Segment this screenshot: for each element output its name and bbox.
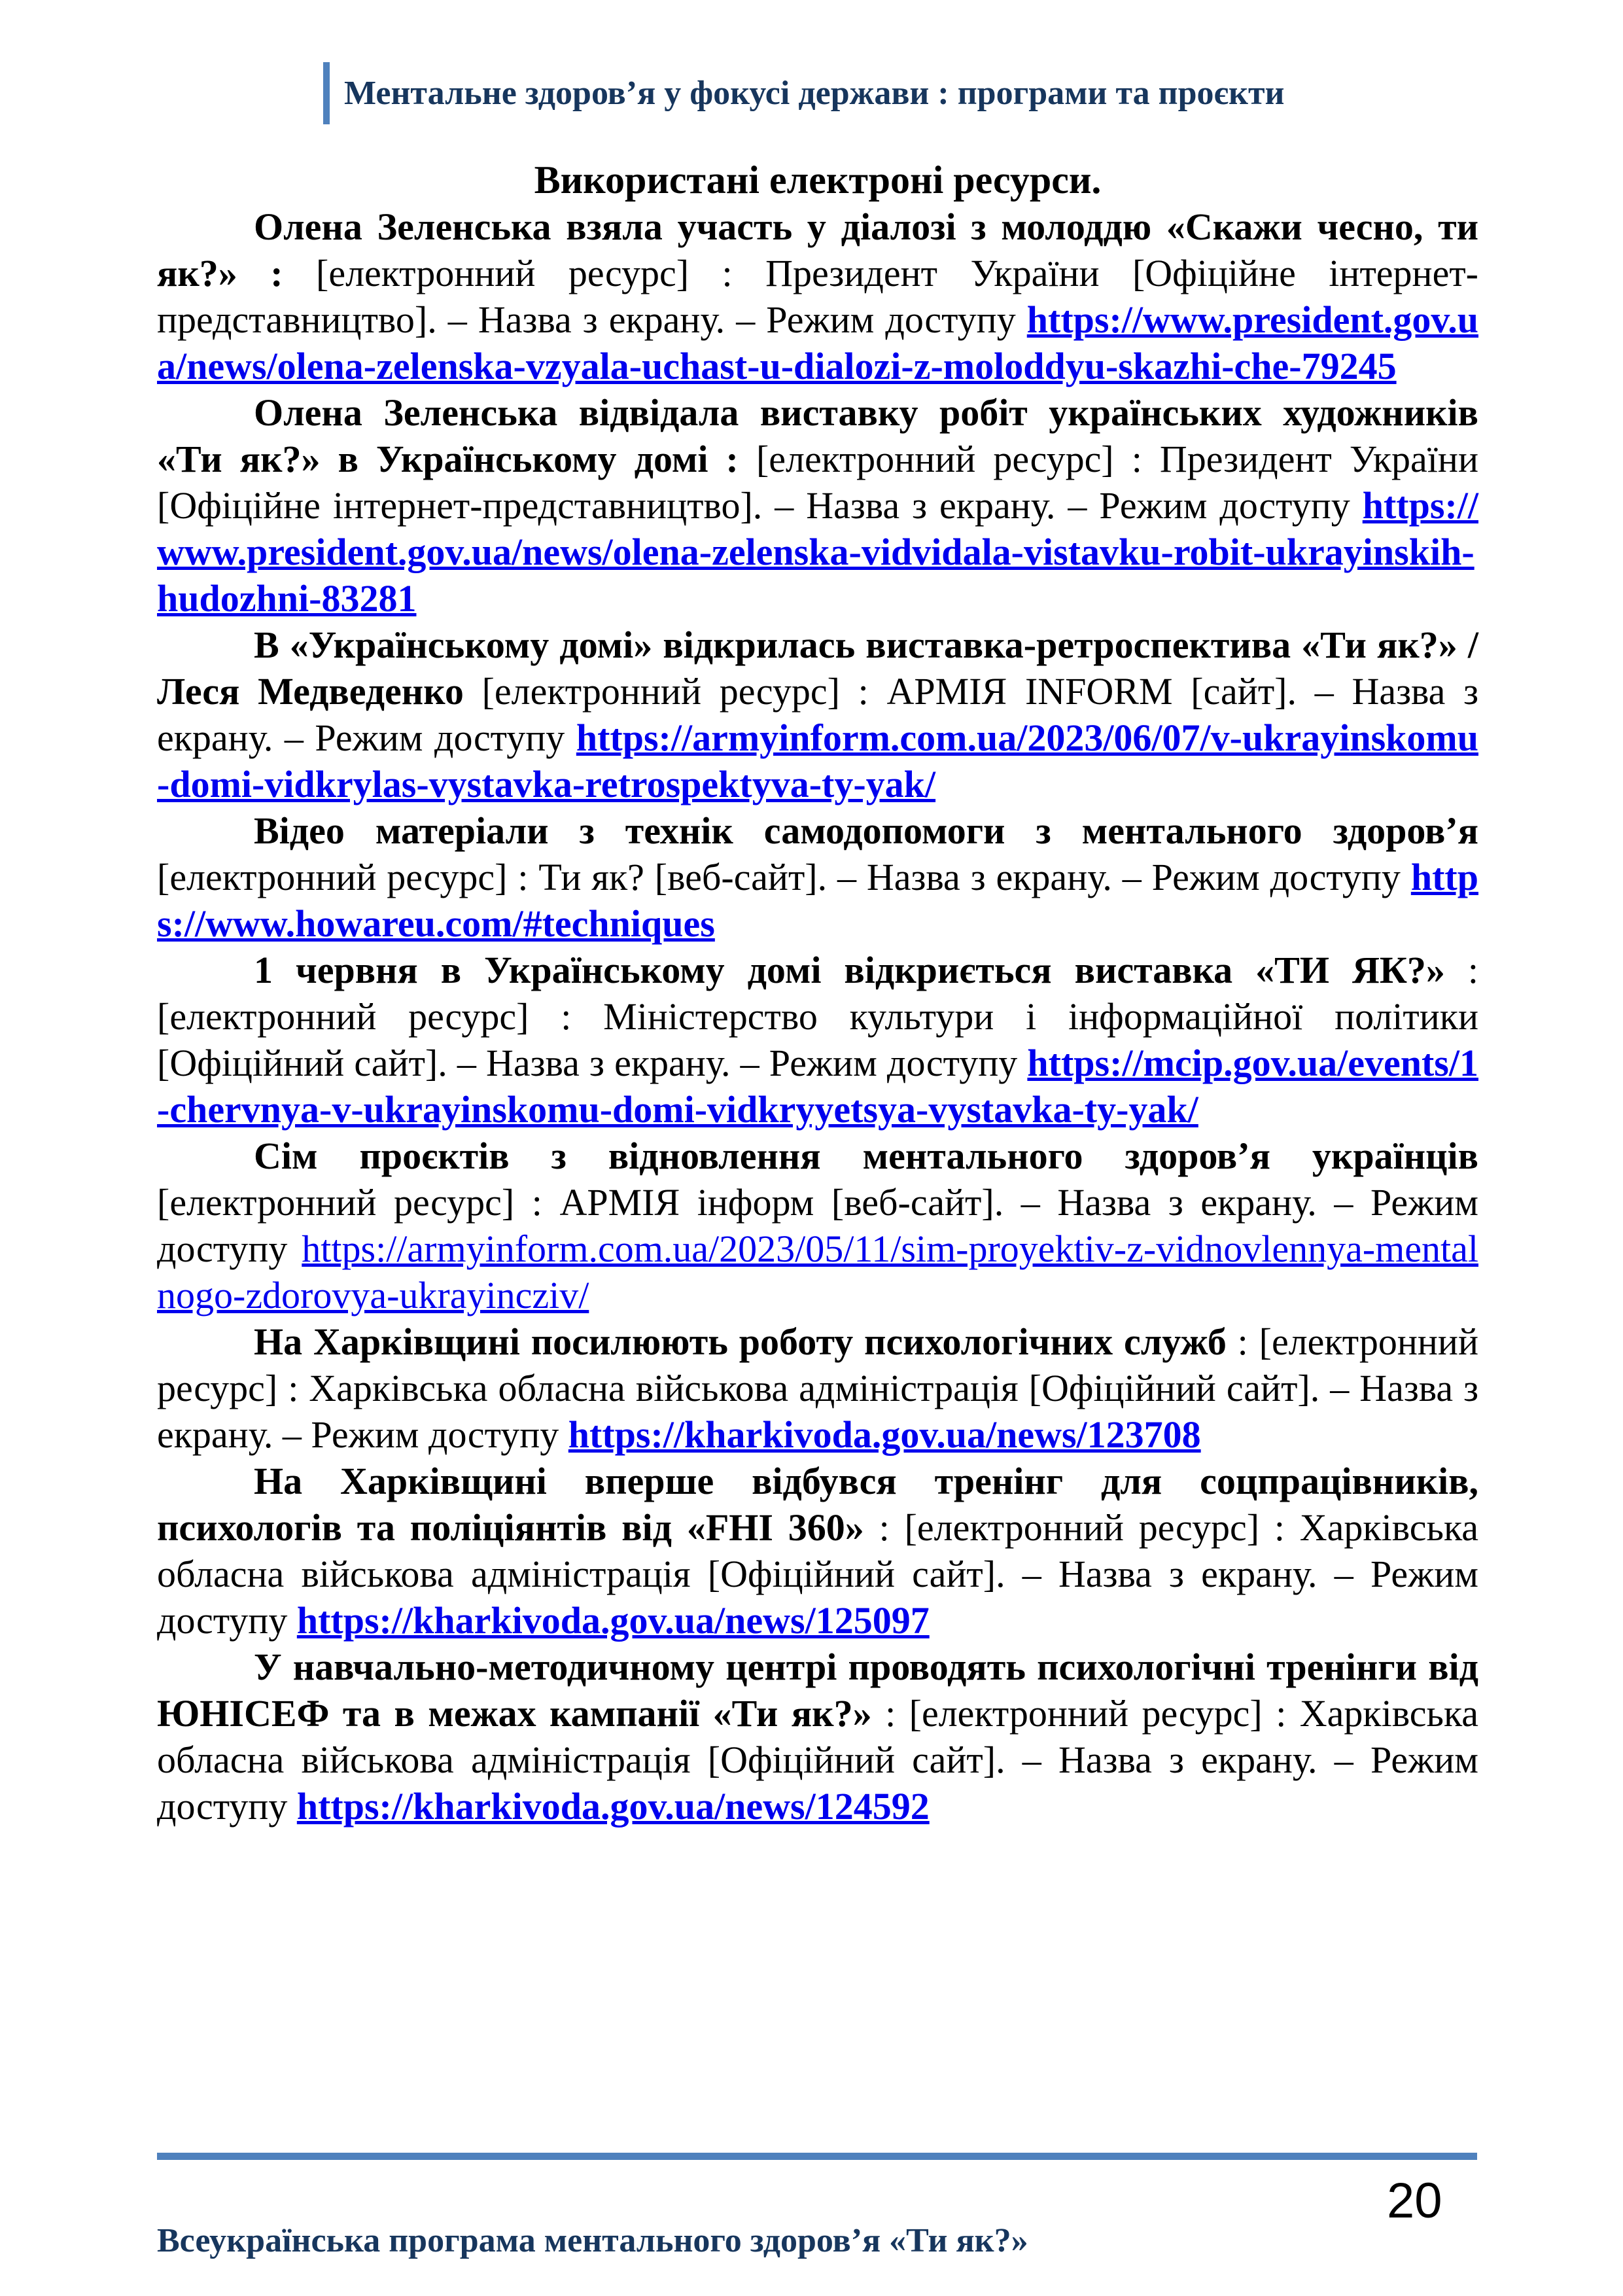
reference-entry-2	[157, 389, 1478, 622]
reference-entry-5	[157, 947, 1478, 1133]
reference-title: На Харківщині вперше відбувся тренінг для соцпрацівників, психологів та поліціянтів від «FHI 360»	[157, 1460, 1478, 1549]
reference-title: Олена Зеленська взяла участь у діалозі з молоддю «Скажи чесно, ти як?» :	[157, 205, 1478, 294]
reference-description: : [електронний ресурс] : Харківська обласна військова адміністрація [Офіційний сайт]. – Назва з екрану. – Режим доступу	[157, 1320, 1479, 1456]
reference-description: [електронний ресурс] : АРМІЯ інформ [веб-сайт]. – Назва з екрану. – Режим доступу	[157, 1181, 1478, 1270]
reference-description: : [електронний ресурс] : Міністерство культури і інформаційної політики [Офіційний сайт]. – Назва з екрану. – Режим доступу	[157, 949, 1478, 1084]
header-title: Ментальне здоров’я у фокусі держави : програми та проєкти	[344, 75, 1285, 112]
running-header	[323, 62, 1285, 124]
reference-description: [електронний ресурс] : Ти як? [веб-сайт]. – Назва з екрану. – Режим доступу	[157, 856, 1411, 898]
running-footer: Всеукраїнська програма ментального здоров’я «Ти як?»	[157, 2222, 1028, 2259]
reference-title: 1 червня в Українському домі відкриється виставка «ТИ ЯК?»	[254, 949, 1445, 991]
reference-link[interactable]: https://kharkivoda.gov.ua/news/123708	[568, 1413, 1201, 1456]
reference-description: [електронний ресурс] : Президент України [Офіційне інтернет-представництво]. – Назва з екрану. – Режим доступу	[157, 438, 1478, 527]
reference-link[interactable]: https://mcip.gov.ua/events/1-chervnya-v-ukrayinskomu-domi-vidkryyetsya-vystavka-ty-yak/	[157, 1042, 1478, 1131]
reference-entry-7	[157, 1318, 1478, 1458]
reference-entry-3	[157, 622, 1478, 807]
reference-entry-8	[157, 1458, 1478, 1644]
reference-description: : [електронний ресурс] : Харківська обласна військова адміністрація [Офіційний сайт]. – Назва з екрану. – Режим доступу	[157, 1506, 1479, 1642]
reference-title: Олена Зеленська відвідала виставку робіт українських художників «Ти як?» в Українському домі :	[157, 391, 1478, 480]
reference-description: [електронний ресурс] : АРМІЯ INFORM [сайт]. – Назва з екрану. – Режим доступу	[157, 670, 1479, 759]
reference-title: Відео матеріали з технік самодопомоги з ментального здоров’я	[254, 809, 1478, 852]
reference-description: : [електронний ресурс] : Харківська обласна військова адміністрація [Офіційний сайт]. – Назва з екрану. – Режим доступу	[157, 1692, 1478, 1828]
reference-entry-6	[157, 1133, 1478, 1318]
page-number: 20	[1387, 2173, 1442, 2229]
reference-entry-9	[157, 1644, 1478, 1829]
reference-link[interactable]: https://www.president.gov.ua/news/olena-zelenska-vzyala-uchast-u-dialozi-z-moloddyu-skazhi-che-79245	[157, 298, 1478, 387]
reference-link[interactable]: https://www.president.gov.ua/news/olena-zelenska-vidvidala-vistavku-robit-ukrayinskih-hudozhni-83281	[157, 484, 1478, 620]
reference-entry-1	[157, 203, 1478, 389]
page-content	[157, 157, 1478, 1829]
reference-title: На Харківщині посилюють роботу психологічних служб	[254, 1320, 1227, 1363]
section-heading: Використані електроні ресурси.	[534, 158, 1102, 202]
reference-link[interactable]: https://armyinform.com.ua/2023/06/07/v-ukrayinskomu-domi-vidkrylas-vystavka-retrospektyva-ty-yak/	[157, 716, 1478, 805]
reference-entry-4	[157, 807, 1478, 947]
reference-link[interactable]: https://www.howareu.com/#techniques	[157, 856, 1478, 945]
reference-link[interactable]: https://kharkivoda.gov.ua/news/125097	[296, 1599, 930, 1642]
reference-title: В «Українському домі» відкрилась виставка-ретроспектива «Ти як?» / Леся Медведенко	[157, 624, 1478, 713]
reference-link[interactable]: https://armyinform.com.ua/2023/05/11/sim-proyektiv-z-vidnovlennya-mentalnogo-zdorovya-ukrayincziv/	[157, 1227, 1478, 1316]
reference-link[interactable]: https://kharkivoda.gov.ua/news/124592	[296, 1785, 930, 1828]
reference-description: [електронний ресурс] : Президент України [Офіційне інтернет-представництво]. – Назва з екрану. – Режим доступу	[157, 252, 1478, 341]
footer-divider	[157, 2153, 1477, 2160]
reference-title: У навчально-методичному центрі проводять психологічні тренінги від ЮНІСЕФ та в межах кампанії «Ти як?»	[157, 1646, 1478, 1735]
reference-title: Сім проєктів з відновлення ментального здоров’я українців	[254, 1135, 1478, 1177]
